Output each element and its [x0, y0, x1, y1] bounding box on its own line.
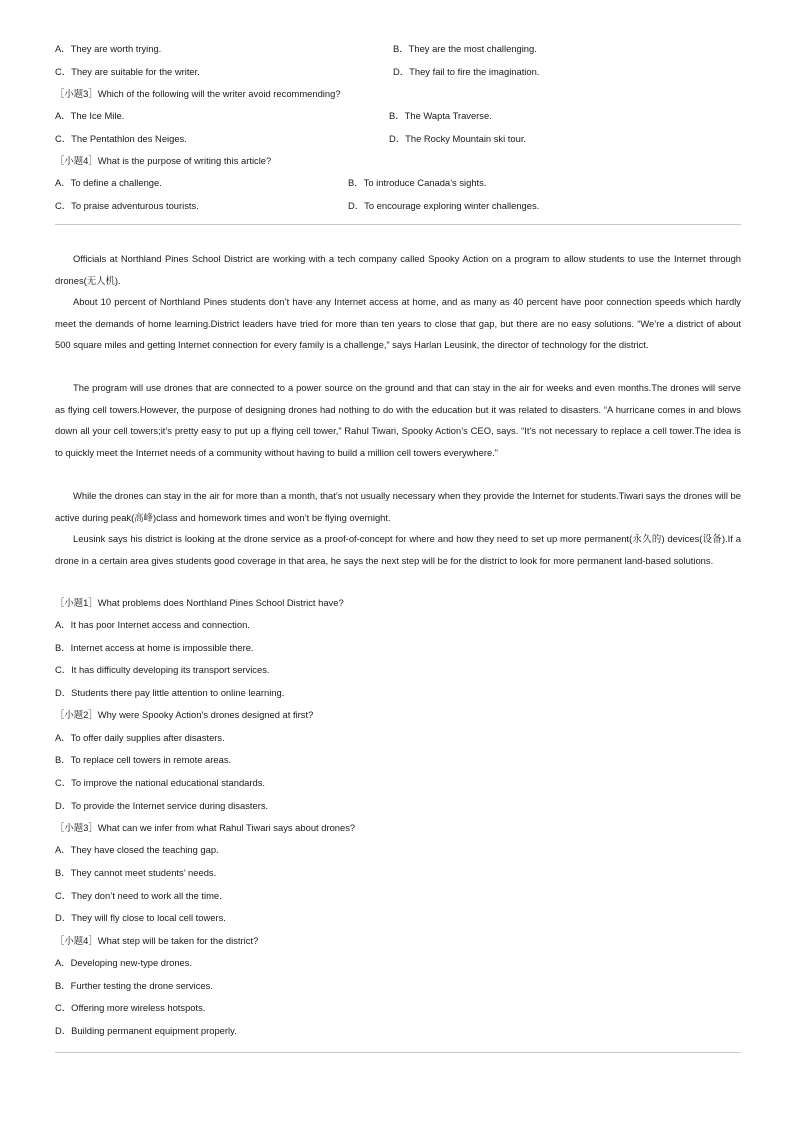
option-c: C．Offering more wireless hotspots.: [55, 1002, 206, 1013]
section-divider: [55, 224, 741, 225]
question-3: ［小题3］What can we infer from what Rahul Tiwari says about drones?: [55, 822, 356, 833]
option-b: B．To replace cell towers in remote areas.: [55, 754, 232, 765]
question-3-prev: ［小题3］Which of the following will the writer avoid recommending?: [55, 88, 341, 99]
option-b: B．They are the most challenging.: [393, 43, 537, 54]
passage-paragraph: [55, 248, 741, 291]
option-b: B．To introduce Canada’s sights.: [348, 177, 487, 188]
paragraph-text: Leusink says his district is looking at the drone service as a proof-of-concept for where and how they need to set up more permanent(永久的) devices(设备).If a drone in a certain area gives students good coverage in that area, he says the next step will be for the district to look for more permanent land-based solutions.: [55, 533, 741, 566]
option-d: D．They will fly close to local cell towers.: [55, 912, 226, 923]
option-a: A．To offer daily supplies after disasters.: [55, 732, 225, 743]
option-b: B．Further testing the drone services.: [55, 980, 213, 991]
option-a: A．They are worth trying.: [55, 43, 162, 54]
option-c: C．They don’t need to work all the time.: [55, 890, 222, 901]
option-d: D．To encourage exploring winter challenges.: [348, 200, 540, 211]
option-c: C．They are suitable for the writer.: [55, 66, 200, 77]
passage-paragraph: [55, 485, 741, 528]
passage-paragraph: [55, 377, 741, 463]
passage-paragraph: [55, 291, 741, 356]
option-d: D．To provide the Internet service during disasters.: [55, 800, 269, 811]
question-1: ［小题1］What problems does Northland Pines School District have?: [55, 597, 344, 608]
option-a: A．Developing new-type drones.: [55, 957, 193, 968]
option-b: B．They cannot meet students’ needs.: [55, 867, 217, 878]
question-4-prev: ［小题4］What is the purpose of writing this article?: [55, 155, 272, 166]
option-c: C．To praise adventurous tourists.: [55, 200, 199, 211]
question-4: ［小题4］What step will be taken for the district?: [55, 935, 259, 946]
option-d: D．The Rocky Mountain ski tour.: [389, 133, 527, 144]
section-divider: [55, 1052, 741, 1053]
option-a: A．The Ice Mile.: [55, 110, 125, 121]
paragraph-text: About 10 percent of Northland Pines students don’t have any Internet access at home, and as many as 40 percent have poor connection speeds which hardly meet the demands of home learning.District leaders have tried for more than ten years to close that gap, but there are no easy solutions. “We’re a district of about 500 square miles and getting Internet connection for every family is a challenge,” says Harlan Leusink, the director of technology for the district.: [55, 296, 741, 350]
option-c: C．The Pentathlon des Neiges.: [55, 133, 187, 144]
option-c: C．It has difficulty developing its transport services.: [55, 664, 270, 675]
option-a: A．It has poor Internet access and connection.: [55, 619, 250, 630]
option-d: D．Building permanent equipment properly.: [55, 1025, 237, 1036]
question-2: ［小题2］Why were Spooky Action’s drones designed at first?: [55, 709, 314, 720]
option-b: B．Internet access at home is impossible there.: [55, 642, 254, 653]
option-c: C．To improve the national educational standards.: [55, 777, 266, 788]
passage-paragraph: [55, 528, 741, 571]
option-a: A．To define a challenge.: [55, 177, 162, 188]
option-b: B．The Wapta Traverse.: [389, 110, 492, 121]
option-a: A．They have closed the teaching gap.: [55, 844, 219, 855]
paragraph-text: Officials at Northland Pines School District are working with a tech company called Spooky Action on a program to allow students to use the Internet through drones(无人机).: [55, 253, 741, 286]
paragraph-text: While the drones can stay in the air for more than a month, that’s not usually necessary when they provide the Internet for students.Tiwari says the drones will be active during peak(高峰)class and homework times and won’t be flying overnight.: [55, 490, 741, 523]
option-d: D．Students there pay little attention to online learning.: [55, 687, 285, 698]
option-d: D．They fail to fire the imagination.: [393, 66, 540, 77]
paragraph-text: The program will use drones that are connected to a power source on the ground and that can stay in the air for weeks and even months.The drones will serve as flying cell towers.However, the purpose of designing drones had nothing to do with the education but it was related to disasters. “A hurricane comes in and blows down all your cell towers;it’s pretty easy to put up a flying cell tower,” Rahul Tiwari, Spooky Action’s CEO, says. “It’s not necessary to replace a cell tower.The idea is to quickly meet the Internet needs of a community without having to build a million cell towers everywhere.”: [55, 382, 741, 458]
